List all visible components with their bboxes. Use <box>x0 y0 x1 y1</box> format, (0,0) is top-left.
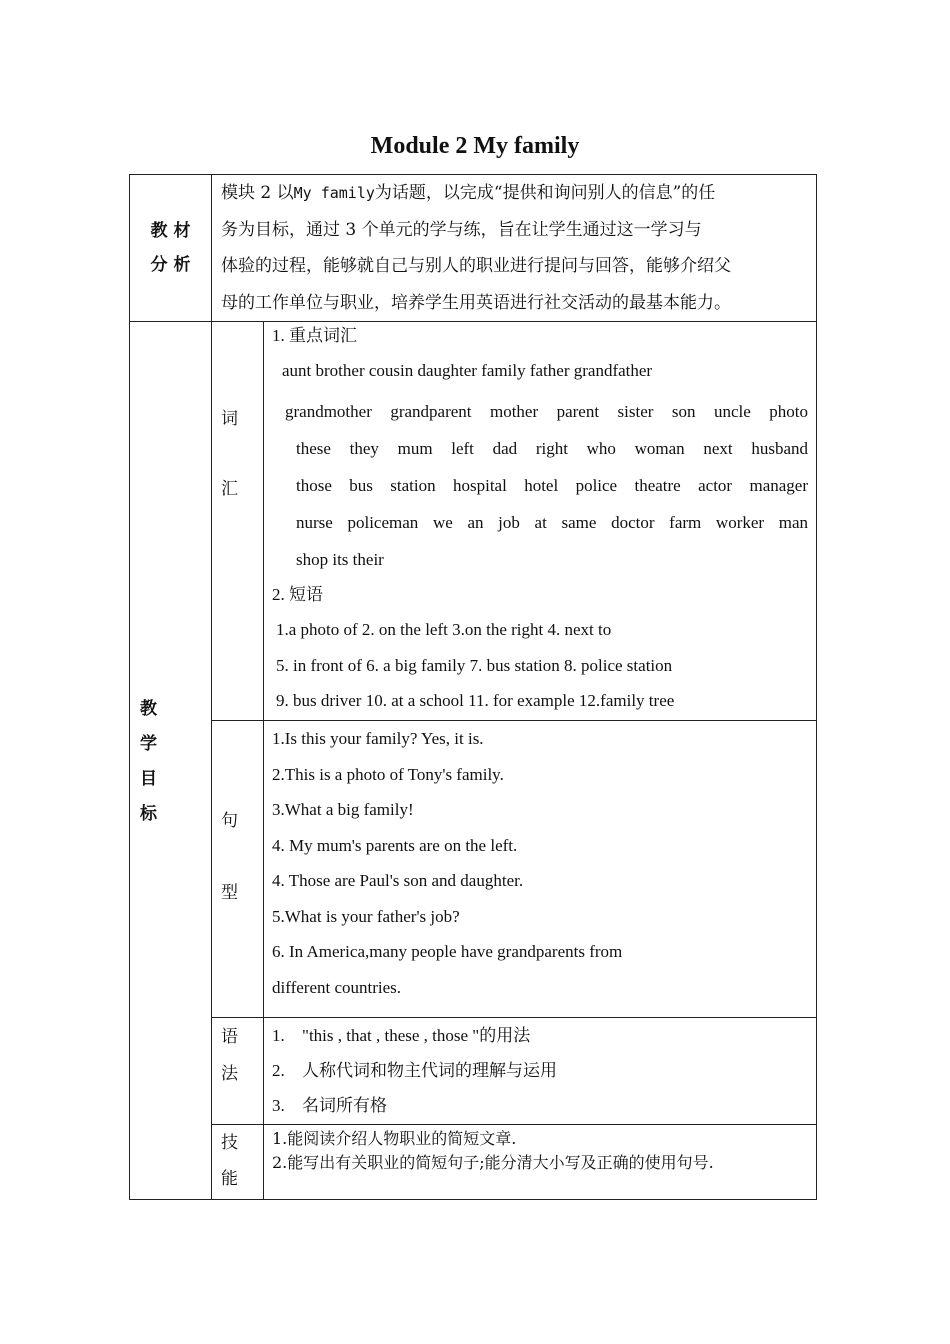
page-title: Module 2 My family <box>370 133 580 159</box>
analysis-line-1-part-b: 为话题，以完成“提供和询问别人的信息”的任 <box>374 183 716 203</box>
grammar-content <box>264 1018 817 1125</box>
objectives-label <box>130 322 212 1200</box>
vocab-label-char: 汇 <box>221 479 238 498</box>
analysis-topic-mono: My family <box>293 184 375 202</box>
vocab-word-line: nurse policeman we an job at same doctor farm worker man <box>296 513 808 532</box>
skill-row <box>130 1125 817 1200</box>
skill-line: 1.能阅读介绍人物职业的简短文章. <box>272 1129 517 1148</box>
analysis-line-4: 母的工作单位与职业，培养学生用英语进行社交活动的最基本能力。 <box>221 292 731 313</box>
grammar-label <box>212 1018 264 1125</box>
analysis-row <box>130 175 817 322</box>
grammar-item-text: 名词所有格 <box>302 1096 387 1115</box>
objectives-label-char: 学 <box>140 733 157 753</box>
grammar-item-text: "this , that , these , those "的用法 <box>302 1026 531 1045</box>
vocab-content <box>264 322 817 721</box>
analysis-label <box>130 175 212 322</box>
objectives-label-char: 目 <box>140 768 157 788</box>
vocab-word-line: these they mum left dad right who woman next husband <box>296 439 808 458</box>
lesson-plan-table <box>129 174 817 1200</box>
objectives-label-char: 教 <box>140 698 157 718</box>
sentence-label-char: 型 <box>221 883 238 902</box>
grammar-item-number: 2. <box>272 1061 285 1080</box>
vocab-word-line: those bus station hospital hotel police theatre actor manager <box>296 476 808 495</box>
sentence-row <box>130 721 817 1018</box>
grammar-item <box>272 1018 808 1053</box>
grammar-item-text: 人称代词和物主代词的理解与运用 <box>302 1061 557 1080</box>
phrase-line: 5. in front of 6. a big family 7. bus station 8. police station <box>276 655 673 675</box>
grammar-label-char: 语 <box>221 1027 238 1046</box>
vocab-word-line: grandmother grandparent mother parent sister son uncle photo <box>285 402 808 421</box>
grammar-row <box>130 1018 817 1125</box>
grammar-label-char: 法 <box>221 1064 238 1083</box>
grammar-item-number: 1. <box>272 1026 285 1045</box>
analysis-label-line-1: 教材 <box>150 221 197 240</box>
sentence-line: 4. My mum's parents are on the left. <box>272 835 518 855</box>
analysis-text <box>212 175 817 322</box>
phrase-line: 9. bus driver 10. at a school 11. for example 12.family tree <box>276 691 675 710</box>
grammar-item-number: 3. <box>272 1096 285 1115</box>
skill-line: 2.能写出有关职业的简短句子;能分清大小写及正确的使用句号. <box>272 1153 714 1172</box>
sentence-label <box>212 721 264 1018</box>
sentence-content <box>264 721 817 1018</box>
phrase-line: 1.a photo of 2. on the left 3.on the right 4. next to <box>276 620 612 639</box>
objectives-label-char: 标 <box>140 803 157 823</box>
grammar-item <box>272 1053 808 1088</box>
sentence-label-char: 句 <box>221 811 238 830</box>
skill-label-char: 技 <box>221 1133 238 1152</box>
vocab-word-line: aunt brother cousin daughter family father grandfather <box>282 361 653 380</box>
analysis-line-3: 体验的过程，能够就自己与别人的职业进行提问与回答，能够介绍父 <box>221 256 731 276</box>
vocab-label <box>212 322 264 721</box>
analysis-line-2: 务为目标，通过 3 个单元的学与练，旨在让学生通过这一学习与 <box>221 219 702 240</box>
analysis-line-1 <box>221 175 810 212</box>
vocab-heading: 1. 重点词汇 <box>272 326 357 345</box>
skill-label-char: 能 <box>221 1169 238 1188</box>
sentence-line: 4. Those are Paul's son and daughter. <box>272 871 524 890</box>
sentence-line: 6. In America,many people have grandparents from <box>272 942 623 961</box>
skill-content <box>264 1125 817 1200</box>
sentence-line: 2.This is a photo of Tony's family. <box>272 764 504 784</box>
phrase-heading: 2. 短语 <box>272 585 323 604</box>
sentence-line: 3.What a big family! <box>272 800 414 819</box>
grammar-item <box>272 1088 808 1123</box>
vocab-word-line: shop its their <box>296 550 384 569</box>
sentence-line: 1.Is this your family? Yes, it is. <box>272 729 484 748</box>
vocab-row <box>130 322 817 721</box>
sentence-line: 5.What is your father's job? <box>272 906 460 926</box>
sentence-line: different countries. <box>272 977 402 997</box>
vocab-label-char: 词 <box>221 409 238 428</box>
skill-label <box>212 1125 264 1200</box>
analysis-line-1-part-a: 模块 2 以 <box>221 183 294 203</box>
analysis-label-line-2: 分析 <box>150 255 197 274</box>
